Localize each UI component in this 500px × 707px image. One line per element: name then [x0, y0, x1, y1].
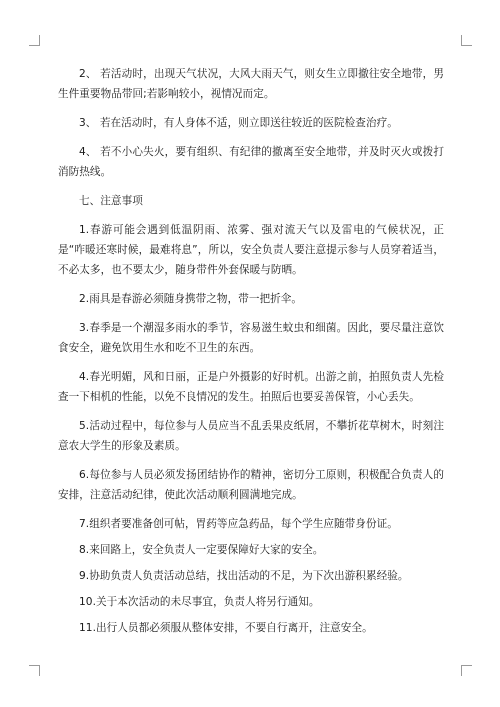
paragraph-illness-response: 3、 若在活动时，有人身体不适，则立即送往较近的医院检查治疗。 — [79, 117, 398, 129]
note-item-5: 5.活动过程中，每位参与人员应当不乱丢果皮纸屑，不攀折花草树木，时刻注意农大学生的形象及素质。 — [58, 420, 444, 452]
paragraph-weather-response: 2、 若活动时，出现天气状况，大风大雨天气，则女生立即撤往安全地带，男生件重要物品带回;若影响较小，视情况而定。 — [58, 68, 444, 100]
crop-mark-top-left — [29, 35, 40, 46]
note-item-10: 10.关于本次活动的未尽事宜，负责人将另行通知。 — [79, 596, 320, 608]
note-item-11: 11.出行人员都必须服从整体安排，不要自行离开，注意安全。 — [79, 622, 373, 634]
section-heading-notes: 七、注意事项 — [79, 195, 143, 207]
note-item-6: 6.每位参与人员必须发扬团结协作的精神，密切分工原则，积极配合负责人的安排，注意活动纪律，使此次活动顺利圆满地完成。 — [58, 469, 444, 501]
crop-mark-bottom-right — [461, 665, 472, 676]
note-item-1: 1.春游可能会遇到低温阴雨、浓雾、强对流天气以及雷电的气候状况，正是“咋暖还寒时候，最难将息”，所以，安全负责人要注意提示参与人员穿着适当，不必太多，也不要太少，随身带件外套保暖与防晒。 — [58, 224, 444, 276]
crop-mark-top-right — [461, 35, 472, 46]
note-item-7: 7.组织者要准备创可帖，胃药等应急药品，每个学生应随带身份证。 — [79, 518, 398, 530]
note-item-9: 9.协助负责人负责活动总结，找出活动的不足，为下次出游积累经验。 — [79, 570, 409, 582]
crop-mark-bottom-left — [29, 665, 40, 676]
note-item-4: 4.春光明媚，风和日丽，正是户外摄影的好时机。出游之前，拍照负责人先检查一下相机的性能，以免不良情况的发生。拍照后也要妥善保管，小心丢失。 — [58, 371, 444, 403]
note-item-2: 2.雨具是春游必须随身携带之物，带一把折伞。 — [79, 293, 303, 305]
document-body — [58, 64, 444, 644]
note-item-3: 3.春季是一个潮湿多雨水的季节，容易滋生蚊虫和细菌。因此，要尽量注意饮食安全，避免饮用生水和吃不卫生的东西。 — [58, 322, 444, 354]
paragraph-fire-response: 4、 若不小心失火，要有组织、有纪律的撤离至安全地带，并及时灭火或拨打消防热线。 — [58, 146, 444, 178]
note-item-8: 8.来回路上，安全负责人一定要保障好大家的安全。 — [79, 544, 324, 556]
